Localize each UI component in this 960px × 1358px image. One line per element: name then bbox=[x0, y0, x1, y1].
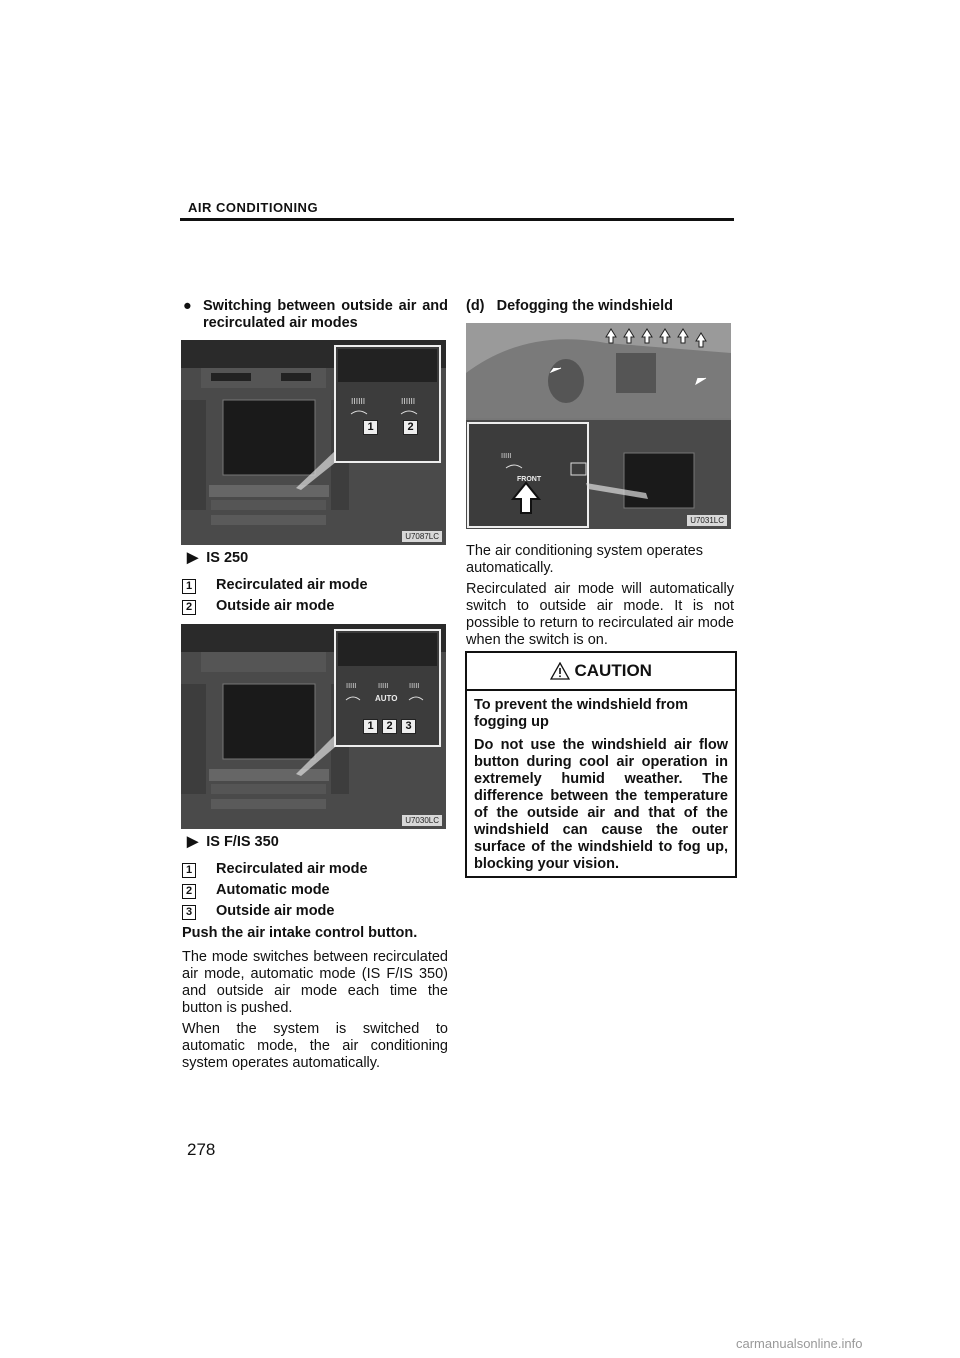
figure-code: U7030LC bbox=[402, 815, 442, 826]
number-badge: 1 bbox=[182, 863, 196, 878]
figure-windshield-defog bbox=[466, 323, 731, 529]
figure-code: U7031LC bbox=[687, 515, 727, 526]
list-item: 1 Recirculated air mode bbox=[182, 577, 368, 594]
number-badge: 3 bbox=[182, 905, 196, 920]
number-badge: 2 bbox=[182, 600, 196, 615]
watermark: carmanualsonline.info bbox=[736, 1336, 863, 1351]
list-item: 2 Automatic mode bbox=[182, 882, 330, 899]
fig1-tag-1: 1 bbox=[363, 420, 378, 435]
list-item: 1 Recirculated air mode bbox=[182, 861, 368, 878]
paragraph: When the system is switched to automatic mode, the air conditioning system operates automatically. bbox=[182, 1021, 448, 1071]
fig1-tag-2: 2 bbox=[403, 420, 418, 435]
fig2-tag-2: 2 bbox=[382, 719, 397, 734]
caution-box bbox=[465, 651, 737, 878]
list-item: 3 Outside air mode bbox=[182, 903, 334, 920]
caution-title: CAUTION bbox=[574, 661, 652, 680]
svg-text:IIIII: IIIII bbox=[501, 452, 512, 460]
bullet-dot-icon: ● bbox=[183, 298, 192, 314]
fig2-tag-3: 3 bbox=[401, 719, 416, 734]
svg-text:IIIII: IIIII bbox=[346, 682, 357, 690]
play-arrow-icon: ▶ bbox=[187, 550, 199, 566]
page-number: 278 bbox=[187, 1140, 216, 1159]
bullet-heading bbox=[183, 298, 448, 332]
model-label-isf-is350: ▶ IS F/IS 350 bbox=[187, 834, 279, 850]
list-item: 2 Outside air mode bbox=[182, 598, 334, 615]
number-badge: 2 bbox=[182, 884, 196, 899]
header-rule bbox=[180, 218, 734, 221]
svg-text:IIIII: IIIII bbox=[378, 682, 389, 690]
section-heading: (d) Defogging the windshield bbox=[466, 298, 674, 314]
warning-triangle-icon bbox=[550, 662, 570, 680]
svg-text:IIIIII: IIIIII bbox=[401, 397, 416, 406]
caution-header bbox=[467, 653, 735, 691]
paragraph: The air conditioning system operates automatically. bbox=[466, 543, 703, 576]
number-badge: 1 bbox=[182, 579, 196, 594]
model-label-is250: ▶ IS 250 bbox=[187, 550, 249, 566]
play-arrow-icon: ▶ bbox=[187, 834, 199, 850]
bullet-title: Switching between outside air and recirculated air modes bbox=[203, 298, 448, 331]
figure-code: U7087LC bbox=[402, 531, 442, 542]
svg-text:IIIIII: IIIIII bbox=[351, 397, 366, 406]
fig2-tag-1: 1 bbox=[363, 719, 378, 734]
figure-isf-is350-console bbox=[181, 624, 446, 829]
caution-text: Do not use the windshield air flow button during cool air operation in extremely humid weather. The difference between the temperature of the outside air and that of the windshield can cause the outer surface of the windshield to fog up, blocking your vision. bbox=[474, 737, 728, 872]
paragraph: The mode switches between recirculated air mode, automatic mode (IS F/IS 350) and outside air mode each time the button is pushed. bbox=[182, 949, 448, 1016]
svg-text:IIIII: IIIII bbox=[409, 682, 420, 690]
figure-is250-console bbox=[181, 340, 446, 545]
caution-subtitle: To prevent the windshield from fogging up bbox=[474, 697, 689, 730]
front-label: FRONT bbox=[517, 476, 542, 483]
instruction-text: Push the air intake control button. bbox=[182, 925, 418, 941]
auto-label: AUTO bbox=[375, 694, 398, 703]
section-header: AIR CONDITIONING bbox=[188, 200, 319, 215]
paragraph: Recirculated air mode will automatically switch to outside air mode. It is not possible to return to recirculated air mode when the switch is on. bbox=[466, 581, 734, 648]
